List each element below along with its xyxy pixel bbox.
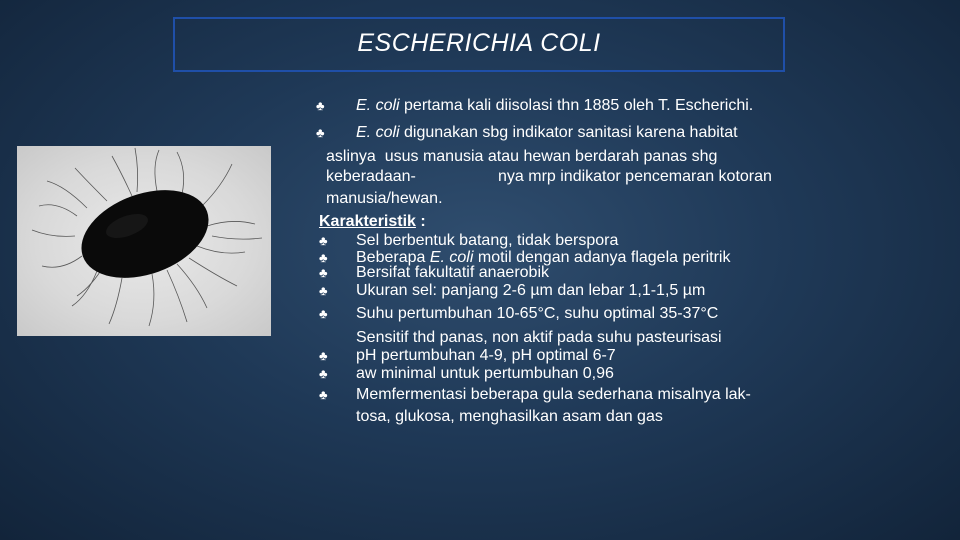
characteristic-item: Ukuran sel: panjang 2-6 µm dan lebar 1,1-1,5 µm: [356, 282, 706, 299]
species-name: E. coli: [356, 97, 400, 114]
characteristic-item: Sel berbentuk batang, tidak berspora: [356, 232, 619, 249]
intro-continuation-1: aslinya usus manusia atau hewan berdarah panas shg: [326, 148, 718, 165]
club-bullet-icon: ♣: [319, 306, 328, 321]
characteristic-item: aw minimal untuk pertumbuhan 0,96: [356, 365, 614, 382]
intro-continuation-3: manusia/hewan.: [326, 190, 443, 207]
ecoli-cell-image: [17, 146, 271, 336]
characteristic-item: Memfermentasi beberapa gula sederhana misalnya lak-: [356, 386, 751, 403]
club-bullet-icon: ♣: [319, 250, 328, 265]
club-bullet-icon: ♣: [319, 283, 328, 298]
characteristic-item: Bersifat fakultatif anaerobik: [356, 264, 549, 281]
species-name: E. coli: [356, 124, 400, 141]
ecoli-micrograph: [17, 146, 271, 336]
characteristics-heading: [319, 213, 426, 231]
slide-title: ESCHERICHIA COLI: [357, 29, 601, 57]
characteristic-item: pH pertumbuhan 4-9, pH optimal 6-7: [356, 347, 616, 364]
intro-text: digunakan sbg indikator sanitasi karena habitat: [399, 124, 738, 141]
characteristic-item: tosa, glukosa, menghasilkan asam dan gas: [356, 408, 663, 425]
club-bullet-icon: ♣: [319, 366, 328, 381]
characteristics-label: Karakteristik: [319, 213, 416, 230]
club-bullet-icon: ♣: [316, 125, 325, 140]
characteristics-colon: :: [415, 213, 426, 230]
intro-continuation-2a: keberadaan-: [326, 168, 416, 185]
intro-continuation-2b: nya mrp indikator pencemaran kotoran: [498, 168, 772, 185]
characteristic-item: Suhu pertumbuhan 10-65°C, suhu optimal 35-37°C: [356, 305, 719, 322]
club-bullet-icon: ♣: [319, 265, 328, 280]
club-bullet-icon: ♣: [316, 98, 325, 113]
intro-line-1: [356, 97, 753, 115]
characteristic-text: Beberapa: [356, 249, 430, 266]
species-name: E. coli: [429, 249, 474, 266]
characteristic-text: motil dengan adanya flagela peritrik: [473, 249, 731, 266]
intro-text: pertama kali diisolasi thn 1885 oleh T. Escherichi.: [399, 97, 754, 114]
characteristic-item: Sensitif thd panas, non aktif pada suhu pasteurisasi: [356, 329, 722, 346]
club-bullet-icon: ♣: [319, 348, 328, 363]
club-bullet-icon: ♣: [319, 233, 328, 248]
title-frame: [173, 17, 785, 72]
club-bullet-icon: ♣: [319, 387, 328, 402]
intro-line-2: [356, 124, 738, 142]
